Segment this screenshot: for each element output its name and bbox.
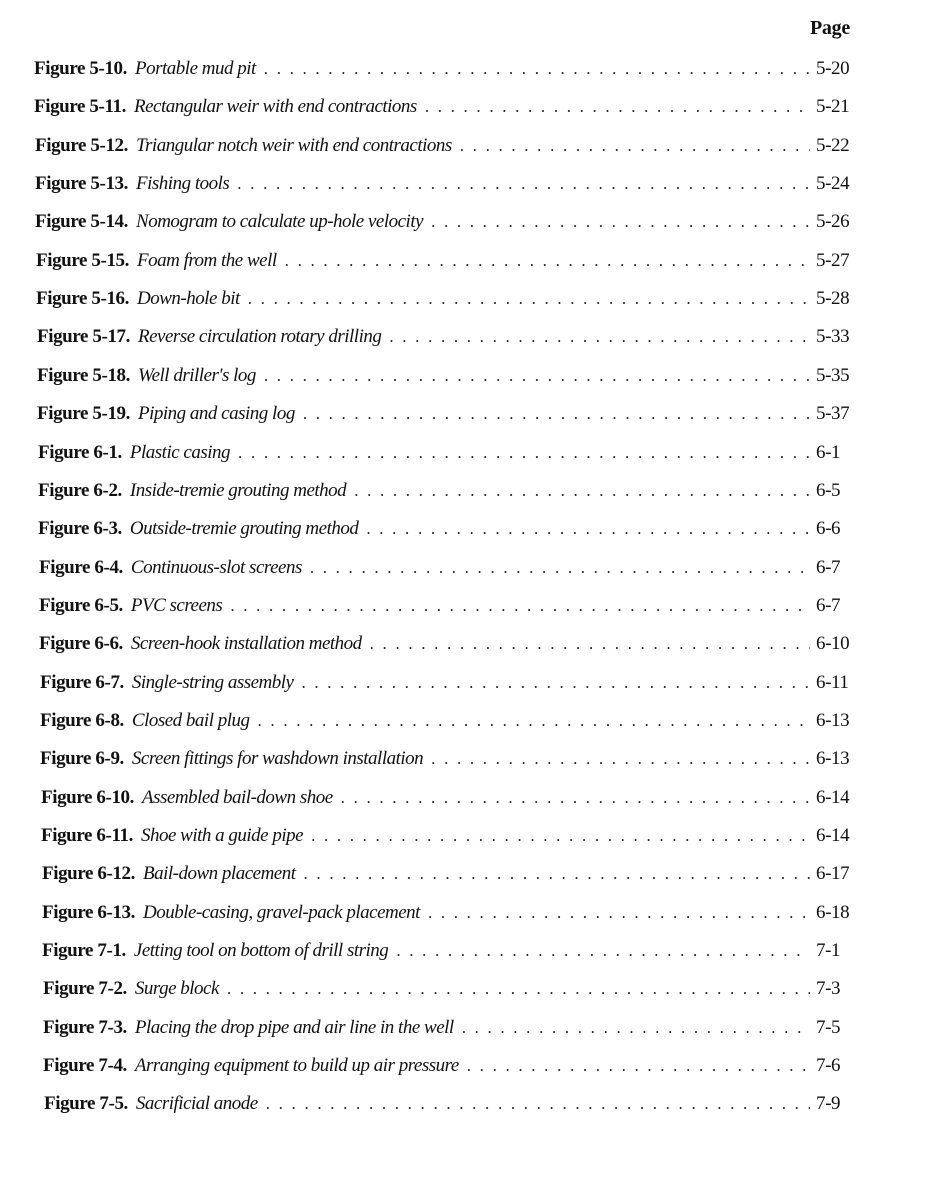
page-number: 6-14 xyxy=(816,787,850,808)
dot-leader xyxy=(425,97,810,117)
figure-number: Figure 6-9. xyxy=(40,748,124,769)
toc-entry[interactable] xyxy=(38,518,856,546)
toc-entry[interactable] xyxy=(42,902,856,930)
toc-entry[interactable] xyxy=(40,672,856,700)
figure-number: Figure 5-13. xyxy=(35,173,129,194)
figure-number: Figure 5-14. xyxy=(35,211,129,232)
figure-number: Figure 7-1. xyxy=(42,940,126,961)
dot-leader xyxy=(248,289,810,309)
figure-number: Figure 7-2. xyxy=(43,978,127,999)
figure-title: Placing the drop pipe and air line in the well xyxy=(134,1017,454,1038)
figure-title: Surge block xyxy=(134,978,219,999)
figure-number: Figure 7-3. xyxy=(43,1017,127,1038)
figure-title: Rectangular weir with end contractions xyxy=(133,96,417,117)
toc-entry[interactable] xyxy=(37,365,856,393)
page-number: 6-6 xyxy=(816,518,841,539)
toc-entry[interactable] xyxy=(40,710,856,738)
toc-entry[interactable] xyxy=(36,288,856,316)
toc-entry[interactable] xyxy=(42,863,856,891)
page-number: 6-17 xyxy=(816,863,850,884)
dot-leader xyxy=(467,1056,810,1076)
toc-entry[interactable] xyxy=(44,1093,856,1121)
figure-title: Bail-down placement xyxy=(143,863,296,884)
dot-leader xyxy=(264,59,810,79)
toc-entry[interactable] xyxy=(41,787,856,815)
dot-leader xyxy=(370,634,810,654)
figure-title: Screen-hook installation method xyxy=(130,633,362,654)
dot-leader xyxy=(237,174,810,194)
figure-title: Plastic casing xyxy=(129,442,231,463)
dot-leader xyxy=(431,749,810,769)
dot-leader xyxy=(230,596,810,616)
figure-title: Shoe with a guide pipe xyxy=(140,825,304,846)
figure-title: Outside-tremie grouting method xyxy=(129,518,359,539)
figure-title: Jetting tool on bottom of drill string xyxy=(133,940,389,961)
figure-number: Figure 6-2. xyxy=(38,480,122,501)
figure-number: Figure 5-10. xyxy=(34,58,128,79)
figure-title: Reverse circulation rotary drilling xyxy=(138,326,382,347)
figure-title: Arranging equipment to build up air pressure xyxy=(134,1055,459,1076)
figure-number: Figure 6-8. xyxy=(40,710,124,731)
figure-title: Single-string assembly xyxy=(131,672,294,693)
figure-title: Fishing tools xyxy=(136,173,230,194)
toc-entry[interactable] xyxy=(37,403,856,431)
figure-number: Figure 5-18. xyxy=(37,365,131,386)
dot-leader xyxy=(285,251,810,271)
page-number: 5-22 xyxy=(816,135,850,156)
figure-title: Screen fittings for washdown installation xyxy=(131,748,424,769)
dot-leader xyxy=(462,1018,810,1038)
figure-number: Figure 7-5. xyxy=(44,1093,128,1114)
dot-leader xyxy=(304,864,810,884)
page-number: 7-1 xyxy=(816,940,841,961)
figure-title: Down-hole bit xyxy=(137,288,240,309)
toc-entry[interactable] xyxy=(34,58,856,86)
figure-title: Inside-tremie grouting method xyxy=(129,480,347,501)
page-number: 6-10 xyxy=(816,633,850,654)
dot-leader xyxy=(238,443,810,463)
figure-title: Portable mud pit xyxy=(135,58,256,79)
dot-leader xyxy=(266,1094,810,1114)
toc-entry[interactable] xyxy=(35,135,856,163)
dot-leader xyxy=(341,788,810,808)
figure-title: Sacrificial anode xyxy=(135,1093,258,1114)
figure-number: Figure 6-5. xyxy=(39,595,123,616)
page-number: 5-21 xyxy=(816,96,850,117)
page-number: 7-5 xyxy=(816,1017,841,1038)
page-number: 5-24 xyxy=(816,173,850,194)
figure-number: Figure 6-13. xyxy=(42,902,136,923)
toc-entry[interactable] xyxy=(38,480,856,508)
figure-number: Figure 6-10. xyxy=(41,787,135,808)
page-number: 6-7 xyxy=(816,557,841,578)
toc-entry[interactable] xyxy=(43,978,856,1006)
page-number: 7-3 xyxy=(816,978,841,999)
page-number: 5-27 xyxy=(816,250,850,271)
page-number: 7-6 xyxy=(816,1055,841,1076)
toc-entry[interactable] xyxy=(37,326,856,354)
dot-leader xyxy=(366,519,810,539)
figure-number: Figure 5-17. xyxy=(37,326,131,347)
figure-title: Foam from the well xyxy=(137,250,277,271)
page-number: 5-26 xyxy=(816,211,850,232)
toc-entry[interactable] xyxy=(39,595,856,623)
page-number: 6-7 xyxy=(816,595,841,616)
dot-leader xyxy=(301,673,810,693)
figure-title: PVC screens xyxy=(130,595,223,616)
dot-leader xyxy=(428,903,810,923)
dot-leader xyxy=(310,558,810,578)
dot-leader xyxy=(227,979,810,999)
figure-title: Continuous-slot screens xyxy=(130,557,302,578)
page-number: 6-5 xyxy=(816,480,841,501)
figure-number: Figure 5-15. xyxy=(36,250,130,271)
toc-entry[interactable] xyxy=(35,173,856,201)
dot-leader xyxy=(258,711,810,731)
page-number: 5-35 xyxy=(816,365,850,386)
toc-entry[interactable] xyxy=(35,211,856,239)
figure-title: Triangular notch weir with end contractions xyxy=(136,135,452,156)
dot-leader xyxy=(264,366,810,386)
toc-entry[interactable] xyxy=(42,940,856,968)
figure-number: Figure 5-11. xyxy=(34,96,126,117)
page-number: 7-9 xyxy=(816,1093,841,1114)
figure-number: Figure 5-19. xyxy=(37,403,131,424)
dot-leader xyxy=(460,136,810,156)
dot-leader xyxy=(303,404,810,424)
figure-title: Nomogram to calculate up-hole velocity xyxy=(136,211,424,232)
toc-entry[interactable] xyxy=(39,557,856,585)
figure-number: Figure 5-16. xyxy=(36,288,130,309)
page-number: 6-14 xyxy=(816,825,850,846)
dot-leader xyxy=(311,826,810,846)
figure-number: Figure 7-4. xyxy=(43,1055,127,1076)
figure-number: Figure 5-12. xyxy=(35,135,129,156)
toc-entry[interactable] xyxy=(41,825,856,853)
figure-title: Assembled bail-down shoe xyxy=(142,787,333,808)
figure-number: Figure 6-12. xyxy=(42,863,136,884)
toc-entry[interactable] xyxy=(34,96,856,124)
page-number: 6-1 xyxy=(816,442,841,463)
page-number: 6-11 xyxy=(816,672,849,693)
page-column-header: Page xyxy=(810,17,850,39)
figure-number: Figure 6-1. xyxy=(38,442,122,463)
figure-number: Figure 6-7. xyxy=(40,672,124,693)
figure-number: Figure 6-11. xyxy=(41,825,133,846)
figure-title: Closed bail plug xyxy=(131,710,250,731)
dot-leader xyxy=(431,212,810,232)
toc-entry[interactable] xyxy=(39,633,856,661)
figure-title: Double-casing, gravel-pack placement xyxy=(143,902,420,923)
page-number: 6-13 xyxy=(816,710,850,731)
toc-entry[interactable] xyxy=(40,748,856,776)
toc-entry[interactable] xyxy=(38,442,856,470)
figure-number: Figure 6-3. xyxy=(38,518,122,539)
page-number: 6-13 xyxy=(816,748,850,769)
dot-leader xyxy=(354,481,810,501)
toc-entry[interactable] xyxy=(43,1017,856,1045)
figure-title: Piping and casing log xyxy=(138,403,295,424)
page-number: 5-33 xyxy=(816,326,850,347)
toc-entry[interactable] xyxy=(36,250,856,278)
page-number: 5-37 xyxy=(816,403,850,424)
dot-leader xyxy=(396,941,810,961)
toc-entry[interactable] xyxy=(43,1055,856,1083)
page-number: 5-28 xyxy=(816,288,850,309)
figure-number: Figure 6-4. xyxy=(39,557,123,578)
figure-title: Well driller's log xyxy=(138,365,256,386)
dot-leader xyxy=(389,327,810,347)
page-number: 5-20 xyxy=(816,58,850,79)
figure-number: Figure 6-6. xyxy=(39,633,123,654)
page-number: 6-18 xyxy=(816,902,850,923)
